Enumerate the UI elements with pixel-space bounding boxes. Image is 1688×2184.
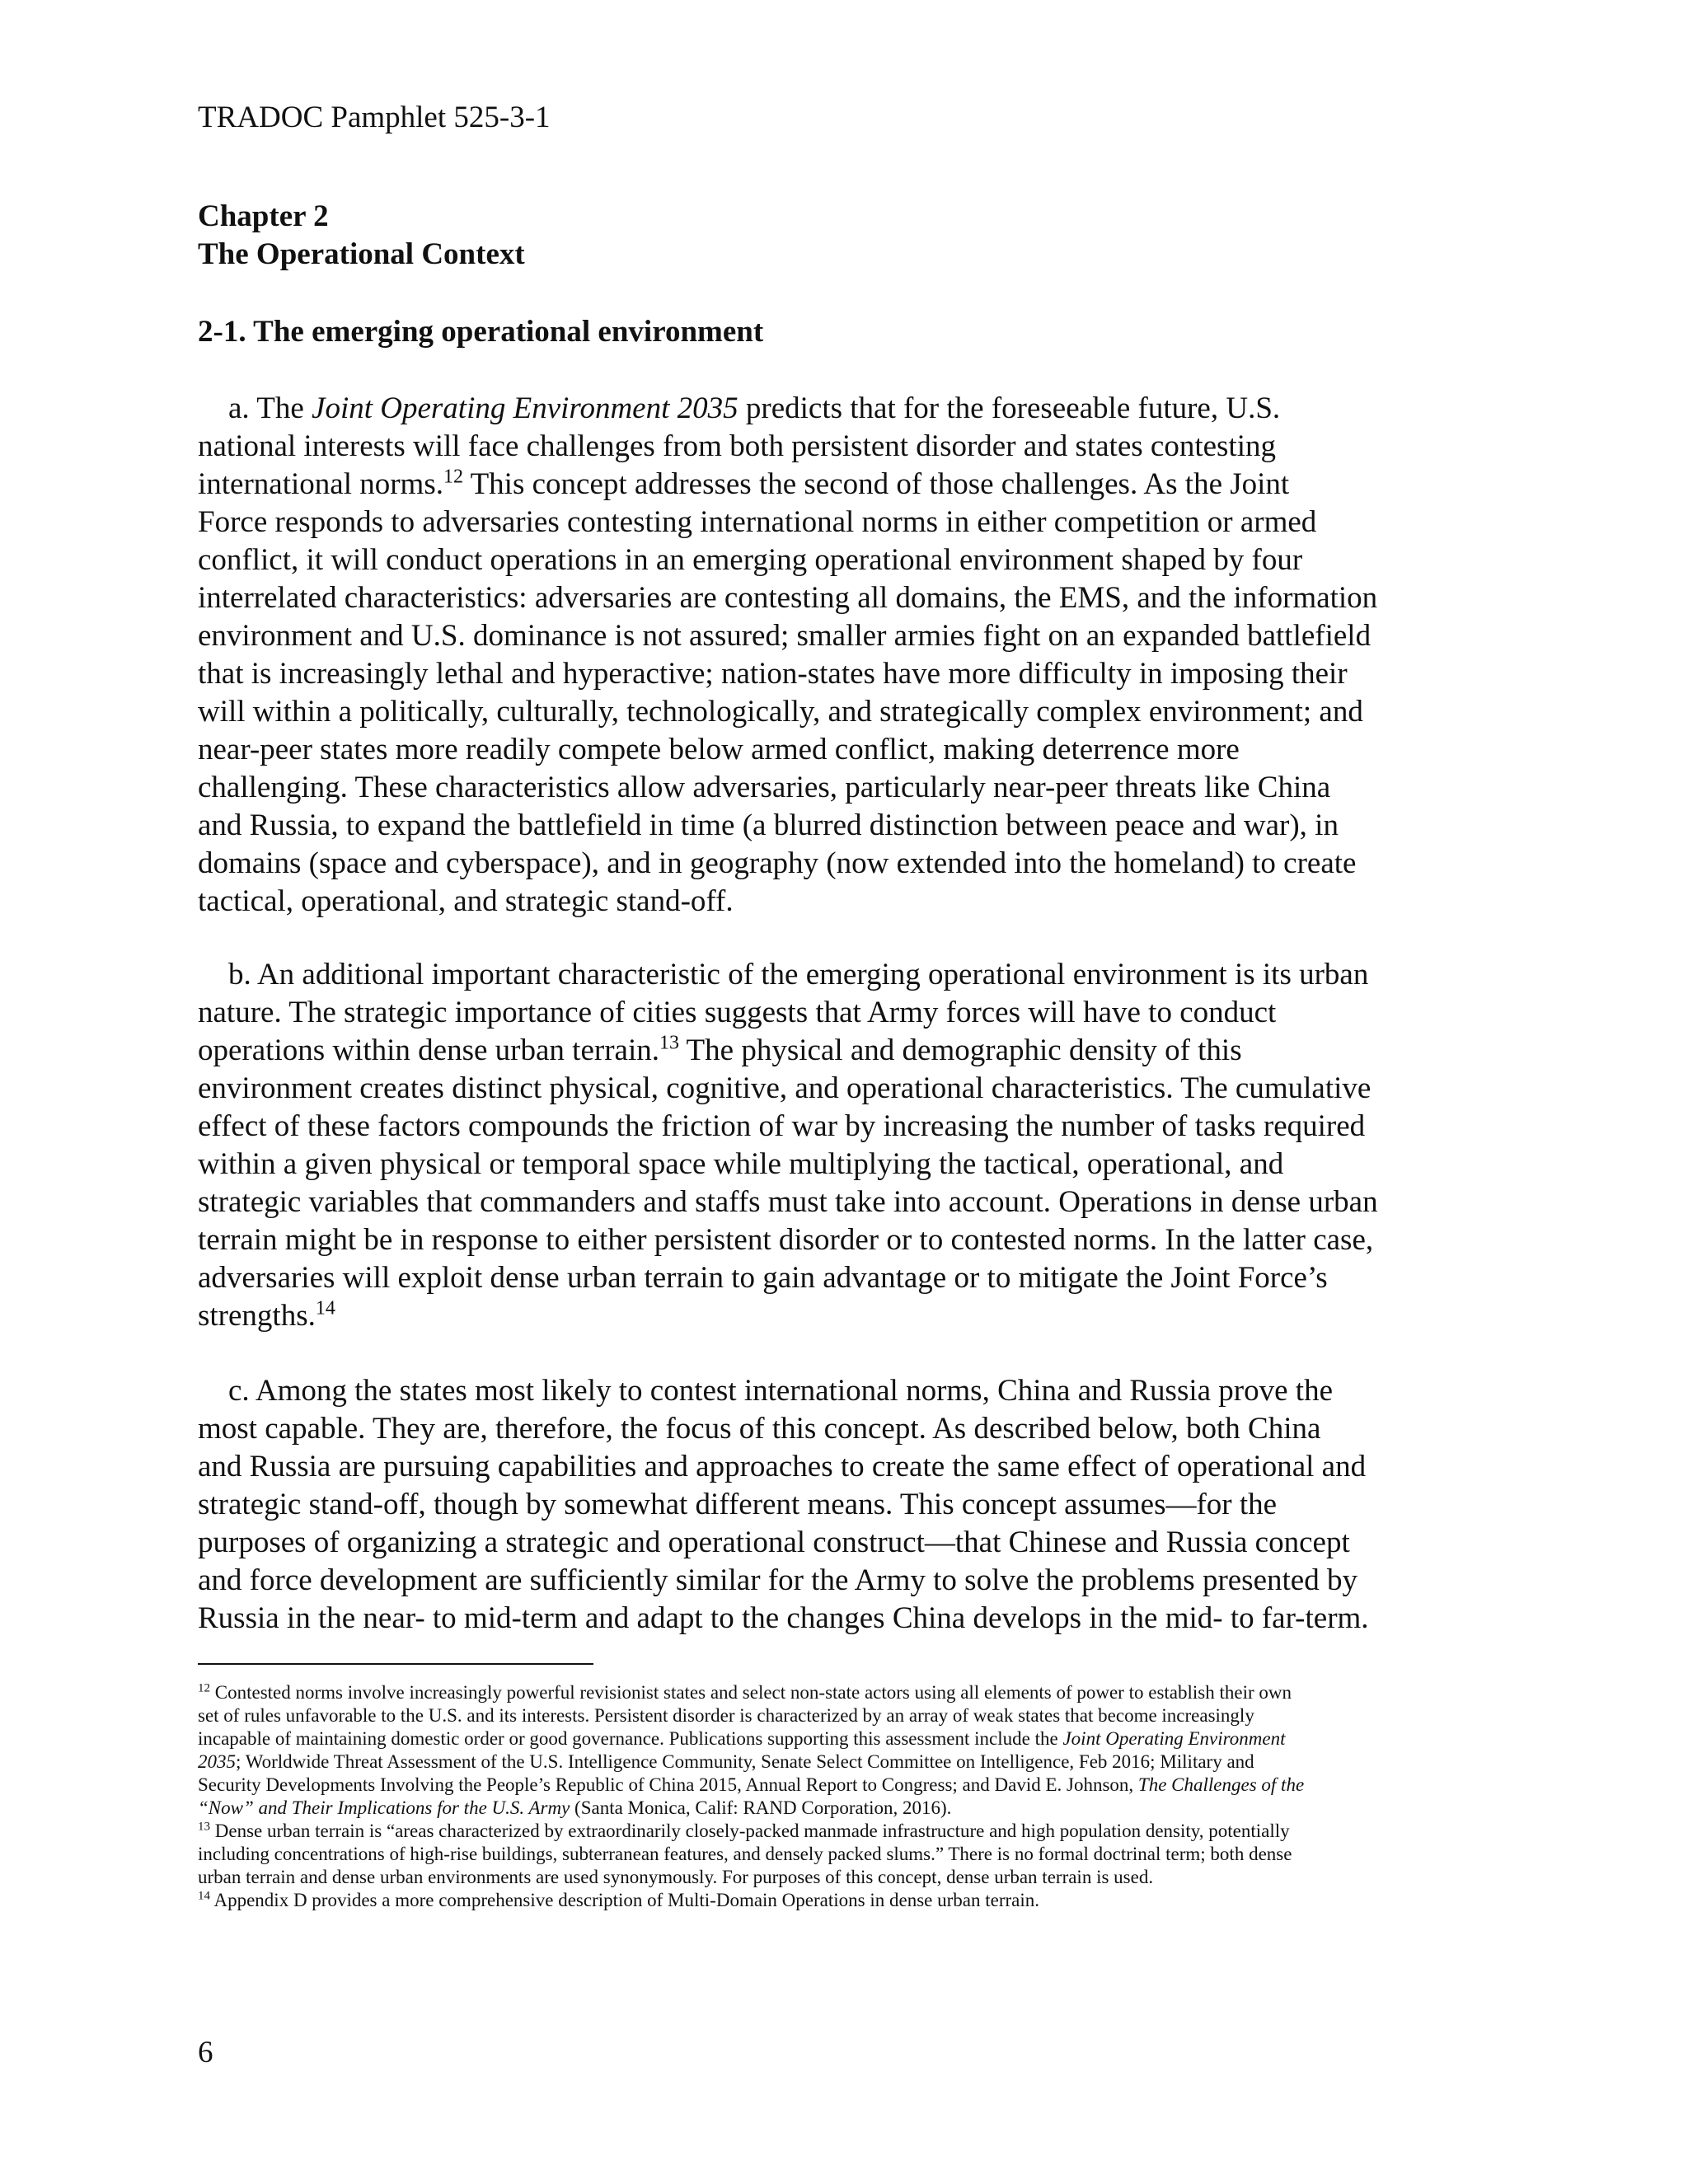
chapter-heading: [198, 198, 525, 274]
paragraph-line: strategic stand-off, though by somewhat different means. This concept assumes—for the: [198, 1488, 1278, 1521]
footnote-13: [198, 1820, 1500, 1843]
paragraph-b: [198, 956, 1500, 1335]
footnote-line: [198, 1797, 1500, 1820]
paragraph-line: that is increasingly lethal and hyperactive; nation-states have more difficulty in imposing their: [198, 657, 1348, 691]
paragraph-line: [198, 956, 1500, 994]
paragraph-line: and Russia, to expand the battlefield in time (a blurred distinction between peace and war), in: [198, 808, 1339, 842]
text-span: ; Worldwide Threat Assessment of the U.S. Intelligence Community, Senate Select Committee on Intelligence, Feb 2016; Military and: [236, 1751, 1254, 1772]
text-span: The physical and demographic density of this: [678, 1033, 1242, 1067]
page-number: 6: [198, 2036, 213, 2069]
text-span: predicts that for the foreseeable future, U.S.: [738, 391, 1281, 425]
paragraph-c: [198, 1372, 1500, 1638]
paragraph-line: effect of these factors compounds the friction of war by increasing the number of tasks required: [198, 1109, 1366, 1143]
footnote-line: including concentrations of high-rise buildings, subterranean features, and densely packed slums.” There is no formal doctrinal term; both dense: [198, 1844, 1292, 1864]
paragraph-line: challenging. These characteristics allow adversaries, particularly near-peer threats like China: [198, 771, 1331, 804]
section-heading: 2-1. The emerging operational environment: [198, 315, 764, 349]
text-span: This concept addresses the second of those challenges. As the Joint: [463, 467, 1290, 501]
chapter-title: The Operational Context: [198, 237, 525, 271]
text-span: international norms.: [198, 467, 443, 501]
paragraph-line: Russia in the near- to mid-term and adapt to the changes China develops in the mid- to far-term.: [198, 1601, 1369, 1635]
paragraph-line: Force responds to adversaries contesting international norms in either competition or armed: [198, 505, 1317, 539]
publication-title-italic: 2035: [198, 1751, 236, 1772]
footnote-line: [198, 1750, 1500, 1774]
paragraph-line: and Russia are pursuing capabilities and approaches to create the same effect of operational and: [198, 1450, 1367, 1483]
text-span: Contested norms involve increasingly powerful revisionist states and select non-state actors using all elements of power to establish their own: [210, 1682, 1292, 1703]
paragraph-line: nature. The strategic importance of cities suggests that Army forces will have to conduct: [198, 996, 1277, 1029]
paragraph-line: [198, 466, 1500, 504]
running-header: TRADOC Pamphlet 525-3-1: [198, 101, 551, 134]
footnote-line: [198, 1774, 1500, 1797]
footnote-line: urban terrain and dense urban environments are used synonymously. For purposes of this concept, dense urban terrain is used.: [198, 1867, 1154, 1887]
publication-title-italic: Joint Operating Environment 2035: [312, 391, 738, 425]
paragraph-line: will within a politically, culturally, technologically, and strategically complex environment; and: [198, 695, 1363, 729]
footnote-mark: 13: [198, 1820, 210, 1834]
text-span: b. An additional important characteristic of the emerging operational environment is its urban: [228, 958, 1369, 991]
text-span: (Santa Monica, Calif: RAND Corporation, 2016).: [570, 1797, 952, 1818]
text-span: strengths.: [198, 1299, 316, 1333]
footnote-mark: 14: [198, 1889, 210, 1903]
text-span: incapable of maintaining domestic order or good governance. Publications supporting this assessment include the: [198, 1728, 1063, 1749]
paragraph-line: and force development are sufficiently similar for the Army to solve the problems presented by: [198, 1563, 1357, 1597]
paragraph-line: [198, 1032, 1500, 1070]
paragraph-line: adversaries will exploit dense urban terrain to gain advantage or to mitigate the Joint Force’s: [198, 1261, 1328, 1295]
paragraph-line: tactical, operational, and strategic stand-off.: [198, 884, 734, 918]
paragraph-line: strategic variables that commanders and staffs must take into account. Operations in dense urban: [198, 1185, 1378, 1219]
text-span: a. The: [228, 391, 312, 425]
text-span: Security Developments Involving the People’s Republic of China 2015, Annual Report to Congress; and David E. Johnson,: [198, 1774, 1138, 1795]
chapter-number: Chapter 2: [198, 199, 329, 233]
paragraph-line: near-peer states more readily compete below armed conflict, making deterrence more: [198, 733, 1240, 766]
paragraph-line: [198, 1372, 1500, 1410]
footnote-divider: [198, 1663, 593, 1665]
paragraph-line: within a given physical or temporal space while multiplying the tactical, operational, and: [198, 1147, 1284, 1181]
text-span: Dense urban terrain is “areas characterized by extraordinarily closely-packed manmade infrastructure and high population density, potentially: [210, 1821, 1290, 1841]
footnote-ref[interactable]: 13: [659, 1032, 679, 1054]
footnote-12: [198, 1681, 1500, 1704]
footnote-ref[interactable]: 12: [443, 466, 463, 488]
footnote-line: [198, 1727, 1500, 1750]
paragraph-line: environment creates distinct physical, cognitive, and operational characteristics. The cumulative: [198, 1071, 1372, 1105]
footnotes: [198, 1681, 1500, 1912]
paragraph-line: terrain might be in response to either persistent disorder or to contested norms. In the latter case,: [198, 1223, 1374, 1257]
paragraph-line: purposes of organizing a strategic and operational construct—that Chinese and Russia concept: [198, 1526, 1350, 1559]
publication-title-italic: Joint Operating Environment: [1062, 1728, 1286, 1749]
footnote-ref[interactable]: 14: [315, 1297, 335, 1319]
footnote-mark: 12: [198, 1681, 210, 1695]
footnote-14: [198, 1889, 1500, 1912]
publication-title-italic: The Challenges of the: [1137, 1774, 1305, 1795]
publication-title-italic: “Now” and Their Implications for the U.S. Army: [198, 1797, 570, 1818]
paragraph-line: domains (space and cyberspace), and in geography (now extended into the homeland) to create: [198, 846, 1357, 880]
paragraph-line: interrelated characteristics: adversaries are contesting all domains, the EMS, and the information: [198, 581, 1378, 615]
text-span: c. Among the states most likely to contest international norms, China and Russia prove the: [228, 1374, 1334, 1408]
text-span: operations within dense urban terrain.: [198, 1033, 659, 1067]
footnote-line: set of rules unfavorable to the U.S. and its interests. Persistent disorder is characterized by an array of weak states that become increasingly: [198, 1705, 1254, 1726]
paragraph-a: [198, 390, 1500, 921]
paragraph-line: national interests will face challenges from both persistent disorder and states contesting: [198, 429, 1276, 463]
paragraph-line: most capable. They are, therefore, the focus of this concept. As described below, both China: [198, 1412, 1321, 1446]
paragraph-line: conflict, it will conduct operations in an emerging operational environment shaped by four: [198, 543, 1303, 577]
paragraph-line: environment and U.S. dominance is not assured; smaller armies fight on an expanded battlefield: [198, 619, 1372, 653]
paragraph-line: [198, 1297, 1500, 1335]
text-span: Appendix D provides a more comprehensive description of Multi-Domain Operations in dense urban terrain.: [210, 1890, 1039, 1910]
paragraph-line: [198, 390, 1500, 428]
